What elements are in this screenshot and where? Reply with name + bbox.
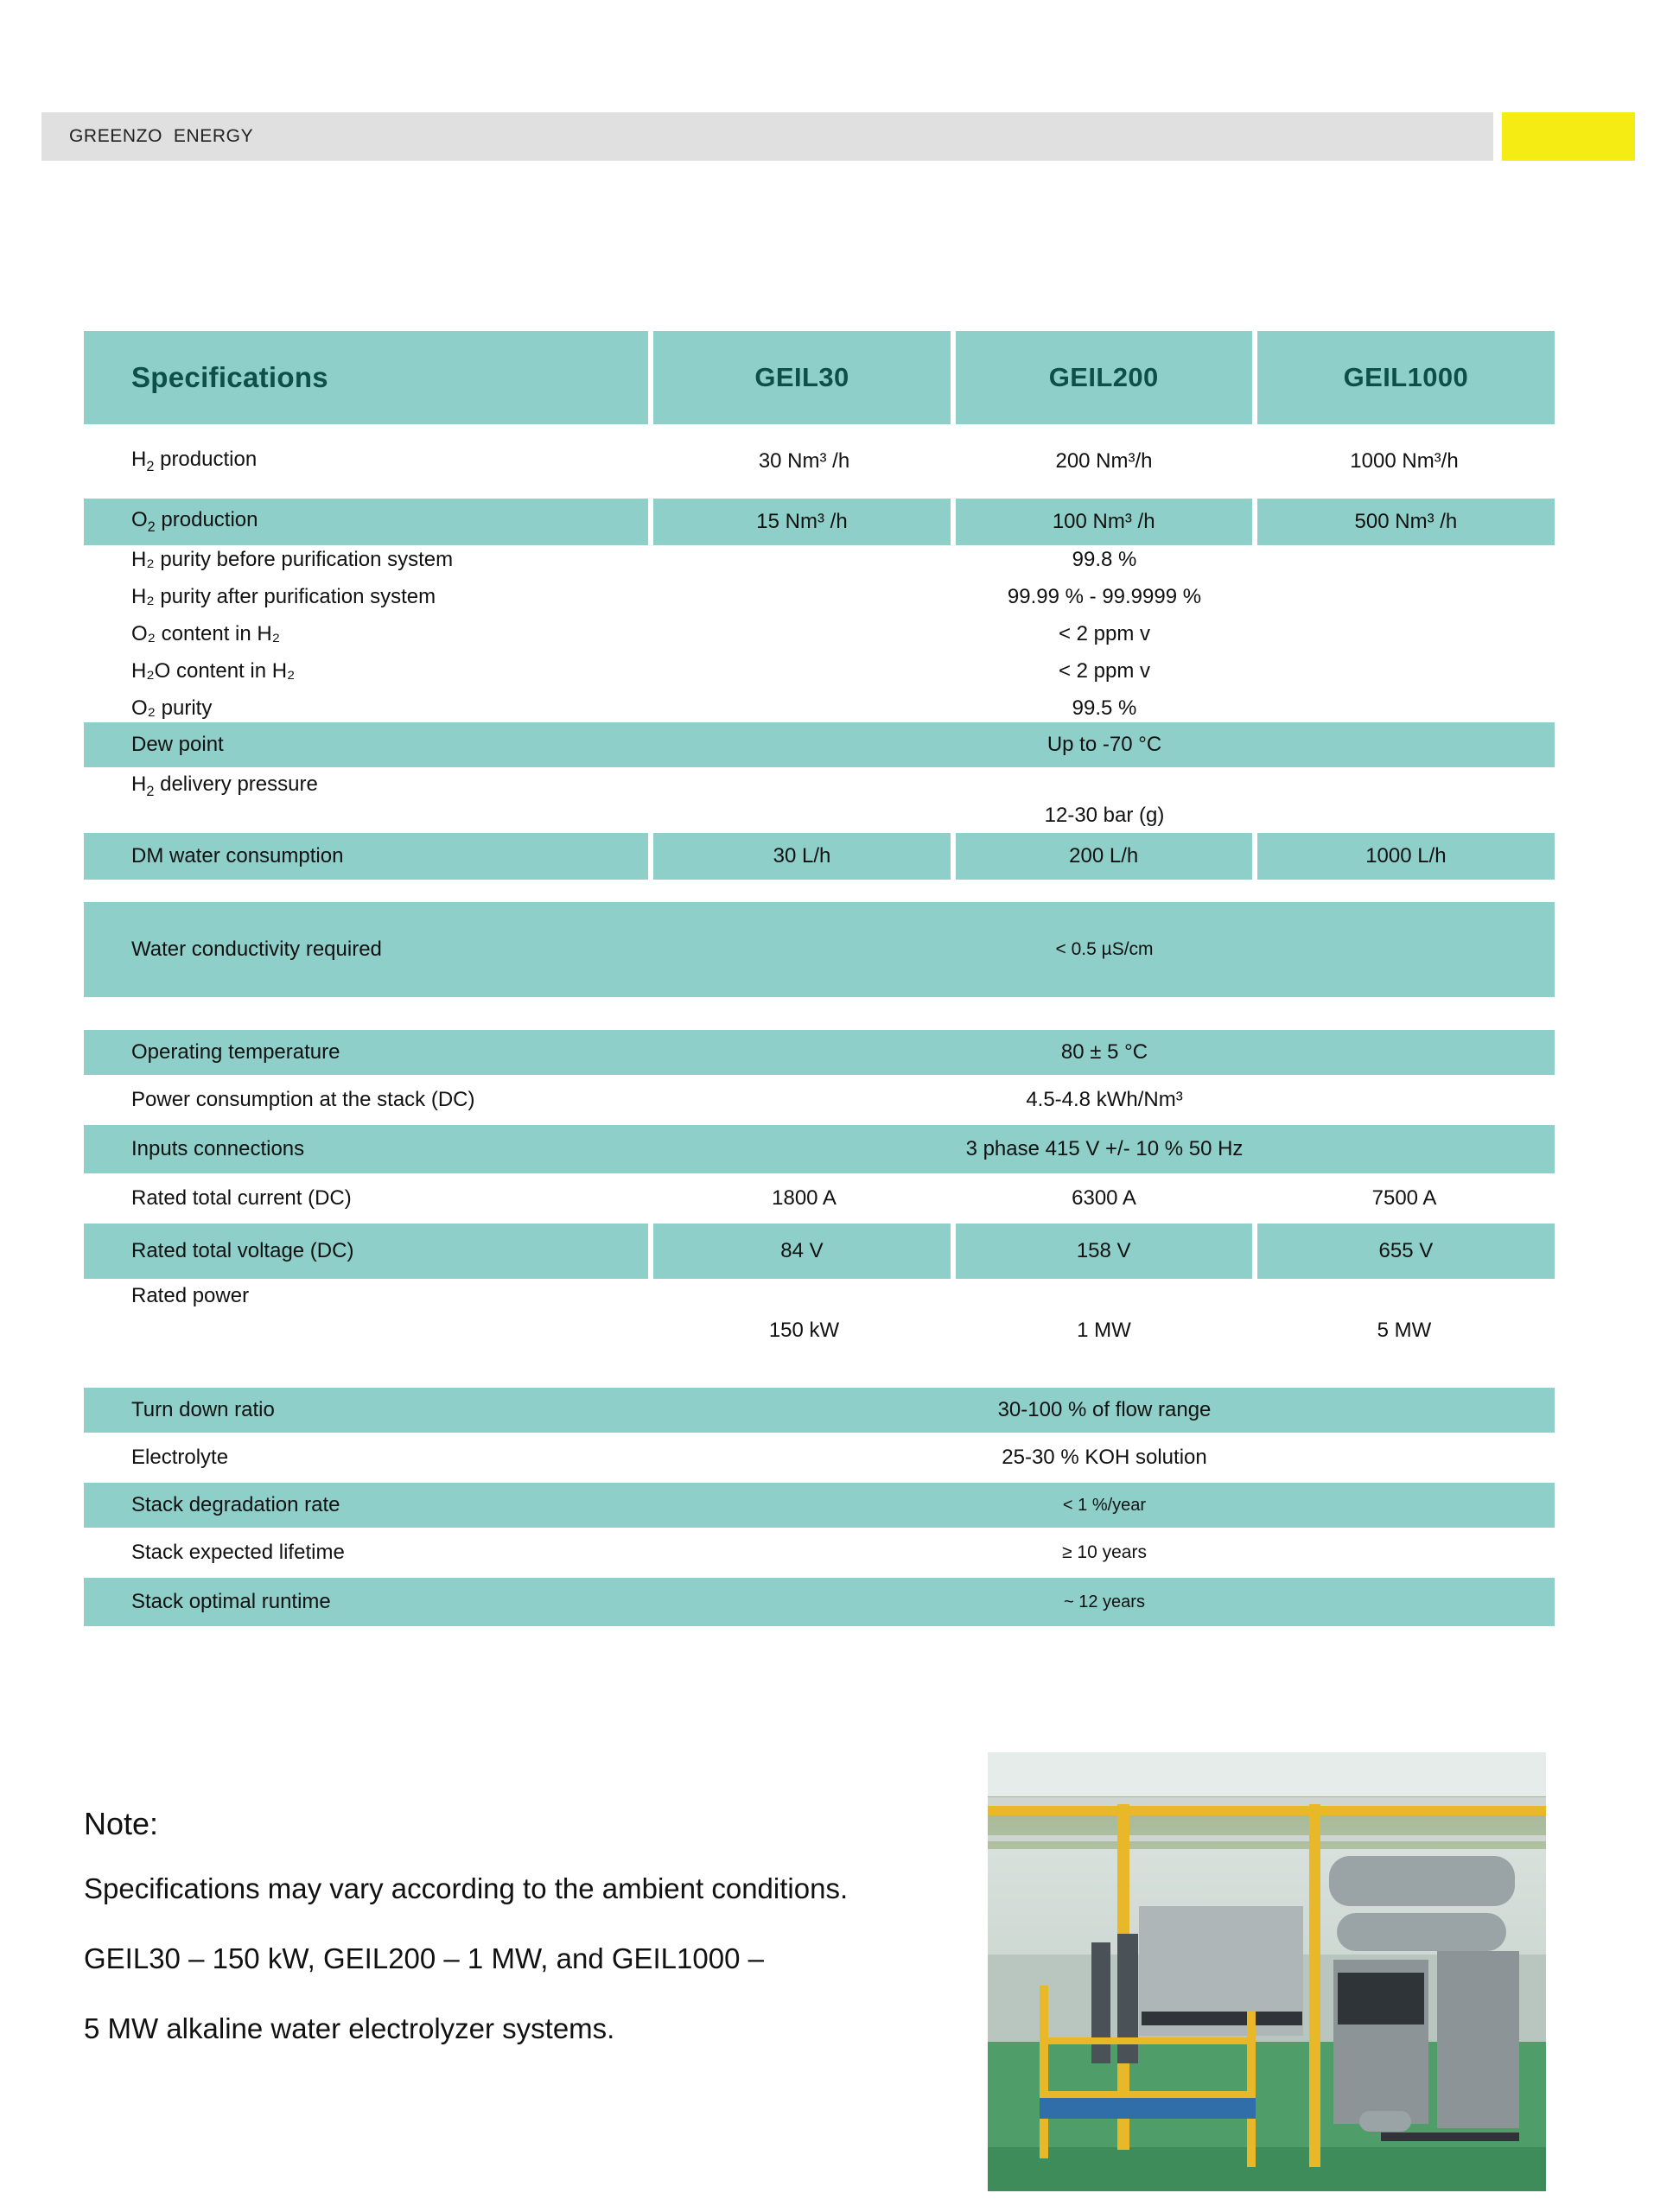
row-label-degradation-rate: Stack degradation rate xyxy=(84,1483,654,1528)
cell-inputs-connections-value: 3 phase 415 V +/- 10 % 50 Hz xyxy=(654,1125,1555,1173)
note-section xyxy=(84,1806,957,2078)
photo-railing-post-1 xyxy=(1040,1986,1048,2158)
cell-turn-down-ratio-value: 30-100 % of flow range xyxy=(654,1388,1555,1433)
cell-rated-power-geil30: 150 kW xyxy=(654,1279,954,1350)
row-label-optimal-runtime: Stack optimal runtime xyxy=(84,1578,654,1626)
row-label-expected-lifetime: Stack expected lifetime xyxy=(84,1528,654,1578)
cell-rated-current-geil1000: 7500 A xyxy=(1254,1173,1555,1224)
group-values-purity xyxy=(654,545,1555,722)
note-paragraph-2: GEIL30 – 150 kW, GEIL200 – 1 MW, and GEIL1000 – xyxy=(84,1942,764,1974)
label-h2-purity-before: H₂ purity before purification system xyxy=(131,548,454,571)
table-row-degradation-rate xyxy=(84,1483,1555,1528)
photo-pipe-vertical-2 xyxy=(1309,1804,1320,2167)
photo-beam-1 xyxy=(988,1797,1546,1806)
row-label-water-conductivity: Water conductivity required xyxy=(84,902,654,997)
cell-o2-production-geil1000: 500 Nm³ /h xyxy=(1257,499,1555,545)
cell-power-consumption-value: 4.5-4.8 kWh/Nm³ xyxy=(654,1075,1555,1125)
company-name: GREENZO ENERGY xyxy=(69,126,254,146)
cell-h2-production-geil200: 200 Nm³/h xyxy=(954,424,1254,499)
table-row-power-consumption xyxy=(84,1075,1555,1125)
spacer-3 xyxy=(84,1350,1555,1388)
table-row-o2-production xyxy=(84,499,1555,545)
cell-electrolyte-value: 25-30 % KOH solution xyxy=(654,1433,1555,1483)
header-accent-block xyxy=(1502,112,1635,161)
cell-dm-water-geil200: 200 L/h xyxy=(956,833,1252,880)
table-row-rated-voltage xyxy=(84,1224,1555,1279)
row-label-inputs-connections: Inputs connections xyxy=(84,1125,654,1173)
electrolyzer-plant-photo xyxy=(988,1752,1546,2191)
label-h2-purity-after: H₂ purity after purification system xyxy=(131,585,436,608)
spacer-2 xyxy=(84,997,1555,1030)
table-row-inputs-connections xyxy=(84,1125,1555,1173)
row-label-dm-water: DM water consumption xyxy=(84,833,648,880)
cell-h2-production-geil30: 30 Nm³ /h xyxy=(654,424,954,499)
row-label-electrolyte: Electrolyte xyxy=(84,1433,654,1483)
cell-water-conductivity-value: < 0.5 µS/cm xyxy=(654,902,1555,997)
table-row-h2-delivery-pressure xyxy=(84,767,1555,833)
cell-rated-power-geil1000: 5 MW xyxy=(1254,1279,1555,1350)
label-o2-purity: O₂ purity xyxy=(131,696,213,720)
header-cell-geil200: GEIL200 xyxy=(956,331,1252,424)
photo-vessel-1 xyxy=(1329,1856,1515,1906)
cell-rated-current-geil30: 1800 A xyxy=(654,1173,954,1224)
header-cell-geil30: GEIL30 xyxy=(653,331,950,424)
cell-expected-lifetime-value: ≥ 10 years xyxy=(654,1528,1555,1578)
row-label-h2-production: $H_2$ production xyxy=(84,424,654,499)
photo-floor-front xyxy=(988,2147,1546,2191)
note-paragraph-3: 5 MW alkaline water electrolyzer systems. xyxy=(84,2012,615,2044)
table-row-dew-point xyxy=(84,722,1555,767)
cell-dm-water-geil1000: 1000 L/h xyxy=(1257,833,1555,880)
photo-stack-base xyxy=(1142,2012,1302,2025)
value-o2-content-in-h2: < 2 ppm v xyxy=(1058,622,1151,645)
note-title: Note: xyxy=(84,1806,159,1841)
photo-column-2 xyxy=(1091,1942,1110,2063)
table-header-row xyxy=(84,331,1555,424)
row-label-h2-delivery-pressure: $H_2$ delivery pressure xyxy=(84,767,654,833)
specifications-table xyxy=(84,331,1555,1626)
table-row-rated-power xyxy=(84,1279,1555,1350)
row-label-power-consumption: Power consumption at the stack (DC) xyxy=(84,1075,654,1125)
cell-rated-voltage-geil1000: 655 V xyxy=(1257,1224,1555,1279)
header-cell-specifications: Specifications xyxy=(84,331,648,424)
group-labels-purity xyxy=(84,545,654,722)
row-label-turn-down-ratio: Turn down ratio xyxy=(84,1388,654,1433)
cell-optimal-runtime-value: ~ 12 years xyxy=(654,1578,1555,1626)
cell-rated-voltage-geil200: 158 V xyxy=(956,1224,1252,1279)
table-row-turn-down-ratio xyxy=(84,1388,1555,1433)
cell-rated-current-geil200: 6300 A xyxy=(954,1173,1254,1224)
label-h2o-content-in-h2: H₂O content in H₂ xyxy=(131,659,296,683)
photo-skid-frame xyxy=(1437,1951,1519,2128)
photo-railing-bar-bottom xyxy=(1040,2091,1256,2098)
row-label-rated-current: Rated total current (DC) xyxy=(84,1173,654,1224)
cell-o2-production-geil30: 15 Nm³ /h xyxy=(653,499,950,545)
value-h2o-content-in-h2: < 2 ppm v xyxy=(1058,659,1151,683)
cell-dm-water-geil30: 30 L/h xyxy=(653,833,950,880)
header-cell-geil1000: GEIL1000 xyxy=(1257,331,1555,424)
cell-h2-production-geil1000: 1000 Nm³/h xyxy=(1254,424,1555,499)
row-label-operating-temperature: Operating temperature xyxy=(84,1030,654,1075)
photo-railing-post-2 xyxy=(1247,2012,1256,2167)
table-group-purity xyxy=(84,545,1555,722)
photo-blue-kickplate xyxy=(1040,2098,1256,2119)
table-row-water-conductivity xyxy=(84,902,1555,997)
value-h2-purity-after: 99.99 % - 99.9999 % xyxy=(1007,585,1202,608)
document-header-bar xyxy=(41,112,1493,161)
photo-equipment-shadow xyxy=(1381,2133,1519,2141)
table-row-expected-lifetime xyxy=(84,1528,1555,1578)
table-row-h2-production xyxy=(84,424,1555,499)
cell-degradation-rate-value: < 1 %/year xyxy=(654,1483,1555,1528)
value-o2-purity: 99.5 % xyxy=(1072,696,1137,720)
table-row-operating-temperature xyxy=(84,1030,1555,1075)
table-row-optimal-runtime xyxy=(84,1578,1555,1626)
row-label-o2-production: $O_2$ production xyxy=(84,499,648,545)
table-row-rated-current xyxy=(84,1173,1555,1224)
table-row-electrolyte xyxy=(84,1433,1555,1483)
value-h2-purity-before: 99.8 % xyxy=(1072,548,1137,571)
photo-beam-2 xyxy=(988,1835,1546,1841)
spacer-1 xyxy=(84,880,1555,902)
cell-h2-delivery-pressure-value: 12-30 bar (g) xyxy=(654,767,1555,833)
row-label-rated-power: Rated power xyxy=(84,1279,654,1350)
cell-dew-point-value: Up to -70 °C xyxy=(654,722,1555,767)
photo-ceiling xyxy=(988,1752,1546,1796)
photo-panel-face xyxy=(1338,1973,1424,2024)
cell-o2-production-geil200: 100 Nm³ /h xyxy=(956,499,1252,545)
row-label-rated-voltage: Rated total voltage (DC) xyxy=(84,1224,648,1279)
cell-rated-power-geil200: 1 MW xyxy=(954,1279,1254,1350)
photo-vessel-2 xyxy=(1337,1913,1506,1951)
photo-valve-assembly xyxy=(1359,2111,1411,2132)
photo-railing-bar-top xyxy=(1040,2037,1256,2044)
photo-pipe-horizontal xyxy=(988,1806,1546,1815)
label-o2-content-in-h2: O₂ content in H₂ xyxy=(131,622,281,645)
cell-operating-temperature-value: 80 ± 5 °C xyxy=(654,1030,1555,1075)
row-label-dew-point: Dew point xyxy=(84,722,654,767)
cell-rated-voltage-geil30: 84 V xyxy=(653,1224,950,1279)
table-row-dm-water xyxy=(84,833,1555,880)
note-paragraph-1: Specifications may vary according to the ambient conditions. xyxy=(84,1872,849,1904)
